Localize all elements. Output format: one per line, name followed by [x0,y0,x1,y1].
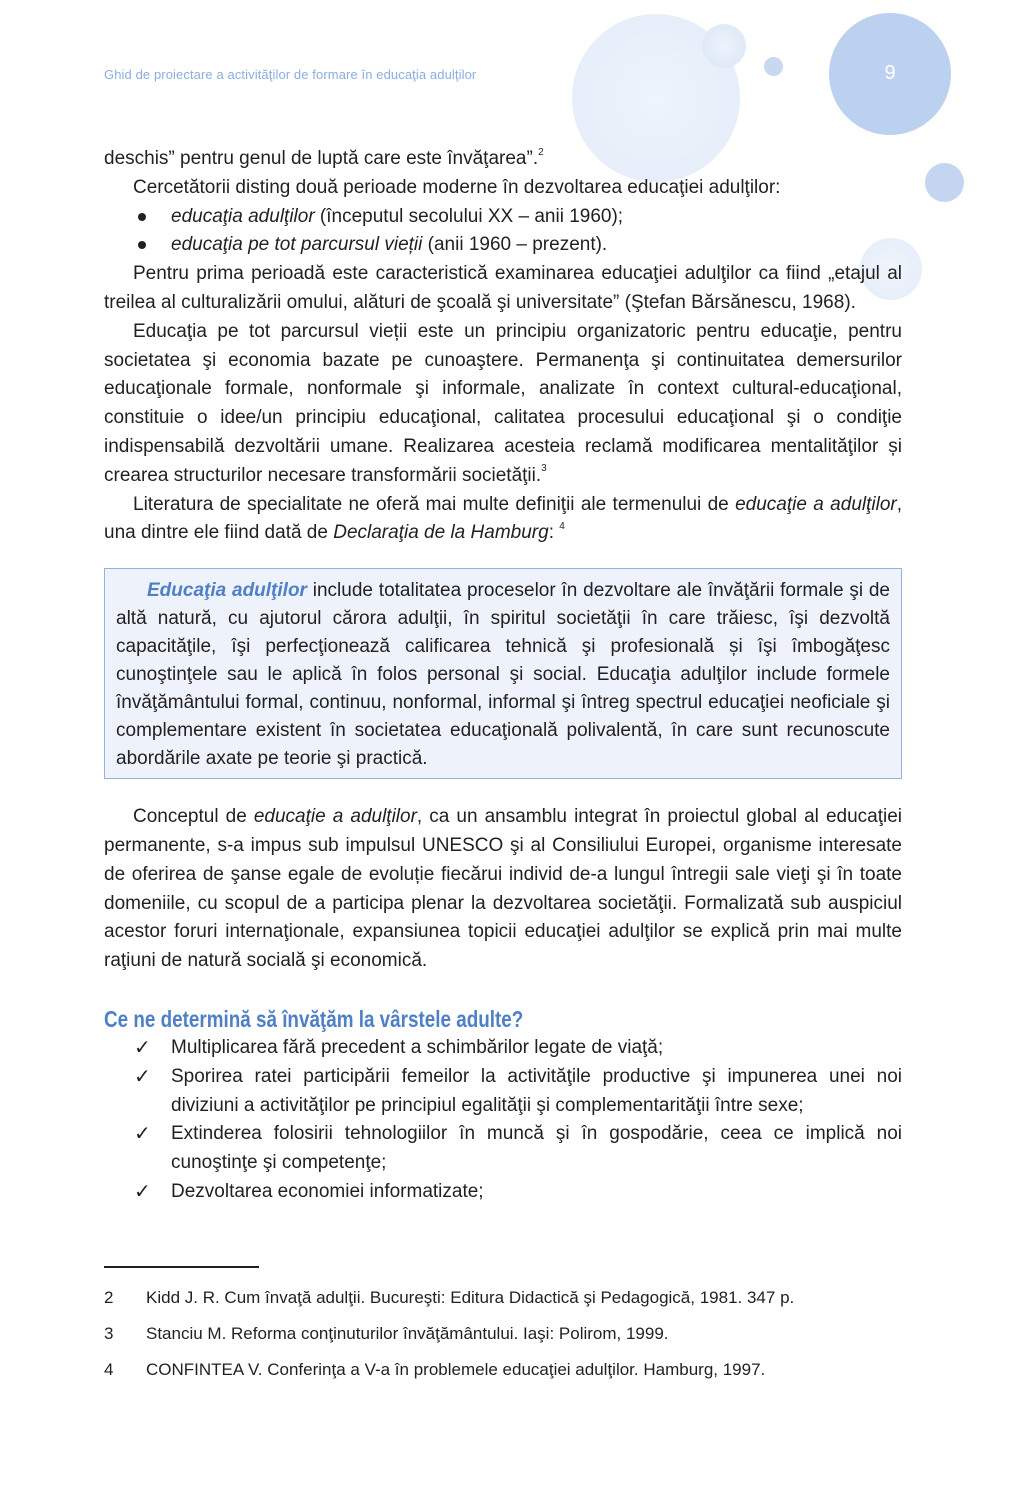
checklist-item: ✓ Extinderea folosirii tehnologiilor în muncă şi în gospodărie, ceea ce implică noi cunoştinţe şi competenţe; [104,1120,902,1178]
decor-bubble-right [925,163,964,202]
decor-bubble-dot [764,57,783,76]
definition-term: Educaţia adulţilor [147,580,307,602]
footnote-separator [104,1266,259,1268]
checklist-item: ✓ Multiplicarea fără precedent a schimbărilor legate de viaţă; [104,1034,902,1063]
bullet-icon [138,213,146,221]
section-heading: Ce ne determină să învăţăm la vârstele adulte? [104,1005,524,1032]
bullet-list [104,203,902,261]
paragraph: Cercetătorii disting două perioade moderne în dezvoltarea educaţiei adulţilor: [133,176,781,198]
definition-box [104,568,902,779]
checklist [104,1034,902,1207]
bullet-item: educaţia adulţilor (începutul secolului XX – anii 1960); [104,203,902,232]
footnote: 3 Stanciu M. Reforma conţinuturilor învăţământului. Iaşi: Polirom, 1999. [104,1324,669,1343]
main-content [104,145,902,1207]
bullet-icon [138,241,146,249]
paragraph: Pentru prima perioadă este caracteristică examinarea educaţiei adulţilor ca fiind „etajul al treilea al culturalizării omului, alături de şcoală şi universitate” (Ştefan Bărsănescu, 1968). [104,263,902,313]
footnote-ref: 4 [559,521,565,533]
checklist-item: ✓ Dezvoltarea economiei informatizate; [104,1178,902,1207]
paragraph: Literatura de specialitate ne oferă mai multe definiţii ale termenului de educaţie a adulţilor, una dintre ele fiind dată de Declaraţia de la Hamburg: $^4$ [104,493,902,544]
paragraph-continuation: deschis” pentru genul de luptă care este învăţarea”.$^2$ [104,146,544,169]
checklist-item: ✓ Sporirea ratei participării femeilor la activităţile productive şi impunerea unei noi diviziuni a activităţilor pe principiul egalităţii şi complementarităţii între sexe; [104,1063,902,1121]
footnotes [104,1286,904,1394]
footnote: 4 CONFINTEA V. Conferinţa a V-a în problemele educaţiei adulţilor. Hamburg, 1997. [104,1360,766,1379]
footnote: 2 Kidd J. R. Cum învaţă adulţii. Bucureşti: Editura Didactică şi Pedagogică, 1981. 347 p. [104,1288,795,1307]
checkmark-icon: ✓ [134,1036,151,1059]
footnote-ref: 2 [538,146,544,158]
bullet-item: educaţia pe tot parcursul vieții (anii 1960 – prezent). [104,231,902,260]
footnote-ref: 3 [541,463,547,475]
checkmark-icon: ✓ [134,1180,151,1203]
checkmark-icon: ✓ [134,1065,151,1088]
paragraph: Conceptul de educaţie a adulţilor, ca un ansamblu integrat în proiectul global al educaţiei permanente, s-a impus sub impulsul UNESCO şi al Consiliului Europei, organisme interesate de oferirea de şanse egale de evoluție fiecărui individ de-a lungul întregii sale vieţi şi în toate domeniile, cu scopul de a participa plenar la dezvoltarea societăţii. Formalizată sub auspiciul acestor foruri internaţionale, expansiunea topicii educaţiei adulţilor se explică prin mai multe raţiuni de natură socială şi economică. [104,806,903,972]
page-number: 9 [884,62,896,84]
running-header: Ghid de proiectare a activităţilor de formare în educaţia adulţilor [104,67,477,82]
checkmark-icon: ✓ [134,1123,151,1146]
definition-text: Educaţia adulţilor include totalitatea proceselor în dezvoltare ale învăţării formale şi de altă natură, cu ajutorul cărora adulţii, în spiritul societăţii în care trăiesc, îşi dezvoltă capacităţile, îşi perfecţionează calificarea tehnică şi profesională și îşi îmbogăţesc cunoştinţele sau le aplică în folos personal şi social. Educaţia adulţilor include formele învăţământului formal, continuu, nonformal, informal şi întreg spectrul educaţiei neoficiale şi complementare existent în societatea educaţională polivalentă, în care sunt recunoscute abordările axate pe teorie şi practică. [116,580,890,770]
decor-bubble-small [702,24,746,68]
paragraph: Educaţia pe tot parcursul vieții este un principiu organizatoric pentru educaţie, pentru societatea şi economia bazate pe cunoaştere. Permanenţa şi continuitatea demersurilor educaţionale formale, nonformale şi informale, analizate în context cultural-educaţional, constituie o idee/un principiu educaţional, calitatea procesului educaţional şi o condiţie indispensabilă dezvoltării umane. Realizarea acesteia reclamă modificarea mentalităţilor și crearea structurilor necesare transformării societăţii.$^3$ [104,320,902,486]
